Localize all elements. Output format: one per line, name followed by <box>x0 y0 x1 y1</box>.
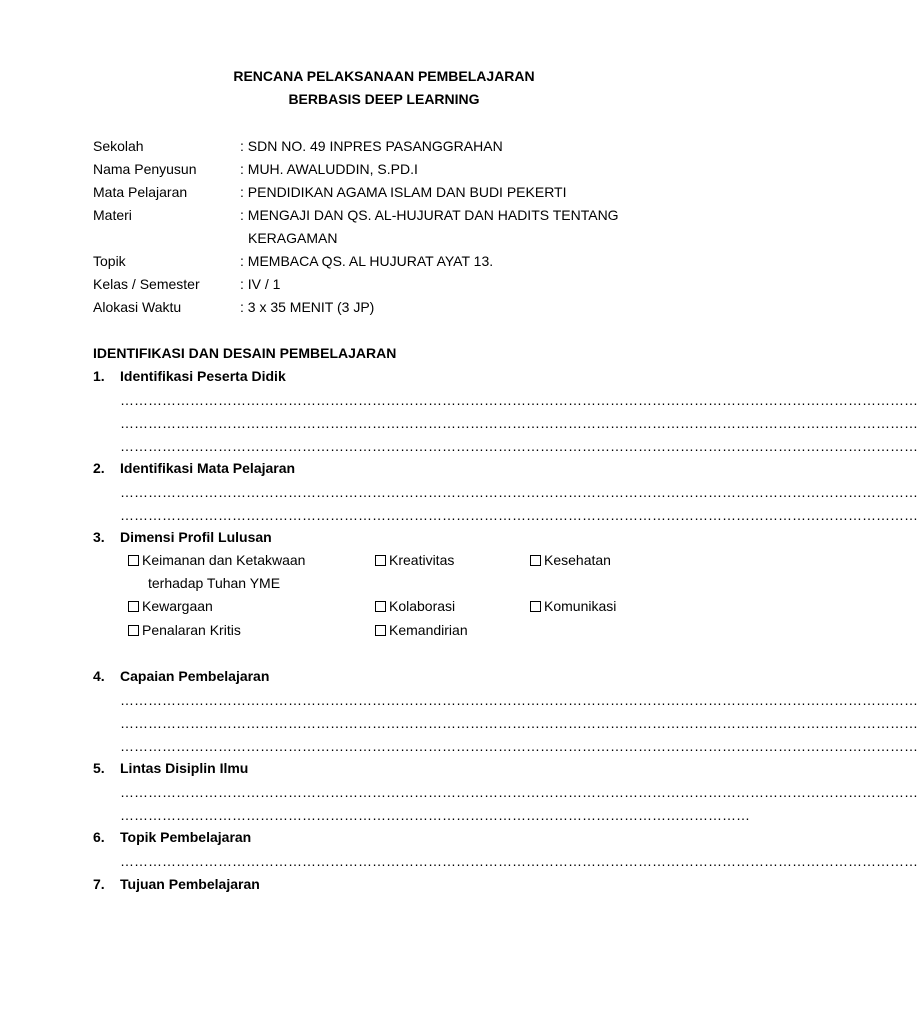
time-value: : 3 x 35 MENIT (3 JP) <box>240 299 375 315</box>
material-label: Materi <box>93 207 132 223</box>
fill-in-line[interactable]: ……………………………………………………………………………………………………………………… <box>120 807 750 823</box>
class-value: : IV / 1 <box>240 276 281 292</box>
item-title-4: Capaian Pembelajaran <box>120 668 270 684</box>
topic-label: Topik <box>93 253 126 269</box>
checkbox-label: Komunikasi <box>544 598 617 614</box>
fill-in-line[interactable]: ……………………………………………………………………………………………………………………………………………………… <box>120 692 918 708</box>
checkbox-health[interactable] <box>530 552 611 568</box>
fill-in-line[interactable]: ……………………………………………………………………………………………………………………………………………………… <box>120 784 918 800</box>
fill-in-line[interactable]: ……………………………………………………………………………………………………………………………………………………… <box>120 738 918 754</box>
fill-in-line[interactable]: ……………………………………………………………………………………………………………………………………………………… <box>120 715 918 731</box>
checkbox-faith-label-continued: terhadap Tuhan YME <box>148 575 281 591</box>
document-title: RENCANA PELAKSANAAN PEMBELAJARAN <box>233 68 535 84</box>
item-number-3: 3. <box>93 529 105 545</box>
checkbox-label: Kewargaan <box>142 598 213 614</box>
fill-in-line[interactable]: ……………………………………………………………………………………………………………………………………………………… <box>120 415 918 431</box>
school-label: Sekolah <box>93 138 144 154</box>
checkbox-icon[interactable] <box>375 625 386 636</box>
checkbox-citizenship[interactable] <box>128 598 213 614</box>
checkbox-label: Penalaran Kritis <box>142 622 241 638</box>
item-number-7: 7. <box>93 876 105 892</box>
checkbox-critical-thinking[interactable] <box>128 622 241 638</box>
fill-in-line[interactable]: ……………………………………………………………………………………………………………………………………………………… <box>120 507 918 523</box>
checkbox-icon[interactable] <box>128 625 139 636</box>
document-subtitle: BERBASIS DEEP LEARNING <box>288 91 480 107</box>
item-title-7: Tujuan Pembelajaran <box>120 876 260 892</box>
item-number-5: 5. <box>93 760 105 776</box>
school-value: : SDN NO. 49 INPRES PASANGGRAHAN <box>240 138 503 154</box>
time-label: Alokasi Waktu <box>93 299 182 315</box>
checkbox-label: Keimanan dan Ketakwaan <box>142 552 306 568</box>
checkbox-communication[interactable] <box>530 598 616 614</box>
item-number-6: 6. <box>93 829 105 845</box>
author-label: Nama Penyusun <box>93 161 197 177</box>
checkbox-icon[interactable] <box>530 555 541 566</box>
fill-in-line[interactable]: ……………………………………………………………………………………………………………………………………………………… <box>120 484 918 500</box>
author-value: : MUH. AWALUDDIN, S.PD.I <box>240 161 418 177</box>
checkbox-label: Kolaborasi <box>389 598 456 614</box>
item-title-2: Identifikasi Mata Pelajaran <box>120 460 296 476</box>
subject-value: : PENDIDIKAN AGAMA ISLAM DAN BUDI PEKERTI <box>240 184 567 200</box>
checkbox-label: Kesehatan <box>544 552 611 568</box>
checkbox-creativity[interactable] <box>375 552 454 568</box>
checkbox-faith[interactable] <box>128 552 305 568</box>
checkbox-label: Kreativitas <box>389 552 455 568</box>
checkbox-independence[interactable] <box>375 622 468 638</box>
fill-in-line[interactable]: ……………………………………………………………………………………………………………………………………………………… <box>120 392 918 408</box>
material-value: : MENGAJI DAN QS. AL-HUJURAT DAN HADITS TENTANG <box>240 207 619 223</box>
item-number-1: 1. <box>93 368 105 384</box>
topic-value: : MEMBACA QS. AL HUJURAT AYAT 13. <box>240 253 494 269</box>
fill-in-line[interactable]: ……………………………………………………………………………………………………………………………………………………… <box>120 853 918 869</box>
checkbox-icon[interactable] <box>375 601 386 612</box>
item-title-3: Dimensi Profil Lulusan <box>120 529 272 545</box>
material-value-continued: KERAGAMAN <box>248 230 338 246</box>
checkbox-collaboration[interactable] <box>375 598 455 614</box>
checkbox-label: Kemandirian <box>389 622 468 638</box>
checkbox-icon[interactable] <box>530 601 541 612</box>
fill-in-line[interactable]: ……………………………………………………………………………………………………………………………………………………… <box>120 438 918 454</box>
item-title-6: Topik Pembelajaran <box>120 829 252 845</box>
section-heading: IDENTIFIKASI DAN DESAIN PEMBELAJARAN <box>93 345 397 361</box>
item-title-1: Identifikasi Peserta Didik <box>120 368 286 384</box>
checkbox-icon[interactable] <box>128 555 139 566</box>
checkbox-icon[interactable] <box>128 601 139 612</box>
item-number-2: 2. <box>93 460 105 476</box>
subject-label: Mata Pelajaran <box>93 184 188 200</box>
item-title-5: Lintas Disiplin Ilmu <box>120 760 249 776</box>
class-label: Kelas / Semester <box>93 276 200 292</box>
checkbox-icon[interactable] <box>375 555 386 566</box>
item-number-4: 4. <box>93 668 105 684</box>
